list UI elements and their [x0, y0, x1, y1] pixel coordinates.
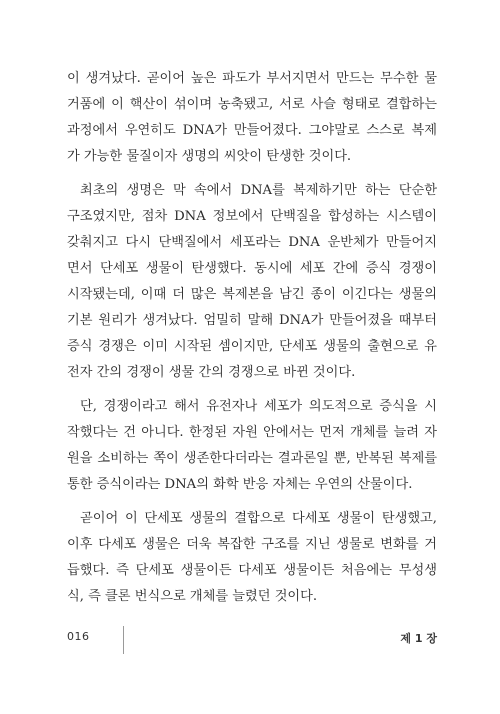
page-number: 016	[67, 630, 90, 643]
text-line: 단, 경쟁이라고 해서 유전자나 세포가 의도적으로 증식을 시	[80, 399, 437, 414]
text-line: 곧이어 이 단세포 생물의 결합으로 다세포 생물이 탄생했고,	[80, 511, 437, 526]
text-line: 과정에서 우연히도 DNA가 만들어졌다. 그야말로 스스로 복제	[67, 123, 437, 138]
paragraph-3	[67, 394, 437, 498]
text-line: 증식 경쟁은 이미 시작된 셈이지만, 단세포 생물의 출현으로 유	[67, 339, 437, 354]
text-line: 이후 다세포 생물은 더욱 복잡한 구조를 지닌 생물로 변화를 거	[67, 537, 437, 552]
paragraph-4	[67, 506, 437, 610]
text-line: 이 생겨났다. 곧이어 높은 파도가 부서지면서 만드는 무수한 물	[67, 71, 437, 86]
text-line: 통한 증식이라는 DNA의 화학 반응 자체는 우연의 산물이다.	[67, 477, 413, 492]
body-text	[67, 66, 437, 610]
text-line: 기본 원리가 생겨났다. 엄밀히 말해 DNA가 만들어졌을 때부터	[67, 313, 437, 328]
text-line: 거품에 이 핵산이 섞이며 농축됐고, 서로 사슬 형태로 결합하는	[67, 97, 437, 112]
footer-divider	[123, 626, 124, 654]
text-line: 식, 즉 클론 번식으로 개체를 늘렸던 것이다.	[67, 589, 318, 604]
chapter-label: 제 1 장	[400, 632, 437, 645]
text-line: 최초의 생명은 막 속에서 DNA를 복제하기만 하는 단순한	[80, 183, 437, 198]
text-line: 듭했다. 즉 단세포 생물이든 다세포 생물이든 처음에는 무성생	[67, 563, 437, 578]
text-line: 가 가능한 물질이자 생명의 씨앗이 탄생한 것이다.	[67, 149, 352, 164]
text-line: 갖춰지고 다시 단백질에서 세포라는 DNA 운반체가 만들어지	[67, 235, 437, 250]
paragraph-1	[67, 66, 437, 170]
text-line: 전자 간의 경쟁이 생물 간의 경쟁으로 바뀐 것이다.	[67, 365, 356, 380]
text-line: 작했다는 건 아니다. 한정된 자원 안에서는 먼저 개체를 늘려 자	[67, 425, 437, 440]
text-line: 구조였지만, 점차 DNA 정보에서 단백질을 합성하는 시스템이	[67, 209, 437, 224]
paragraph-2	[67, 178, 437, 386]
page-footer	[67, 626, 437, 650]
text-line: 면서 단세포 생물이 탄생했다. 동시에 세포 간에 증식 경쟁이	[67, 261, 437, 276]
text-line: 시작됐는데, 이때 더 많은 복제본을 남긴 종이 이긴다는 생물의	[67, 287, 437, 302]
text-line: 원을 소비하는 쪽이 생존한다더라는 결과론일 뿐, 반복된 복제를	[67, 451, 437, 466]
